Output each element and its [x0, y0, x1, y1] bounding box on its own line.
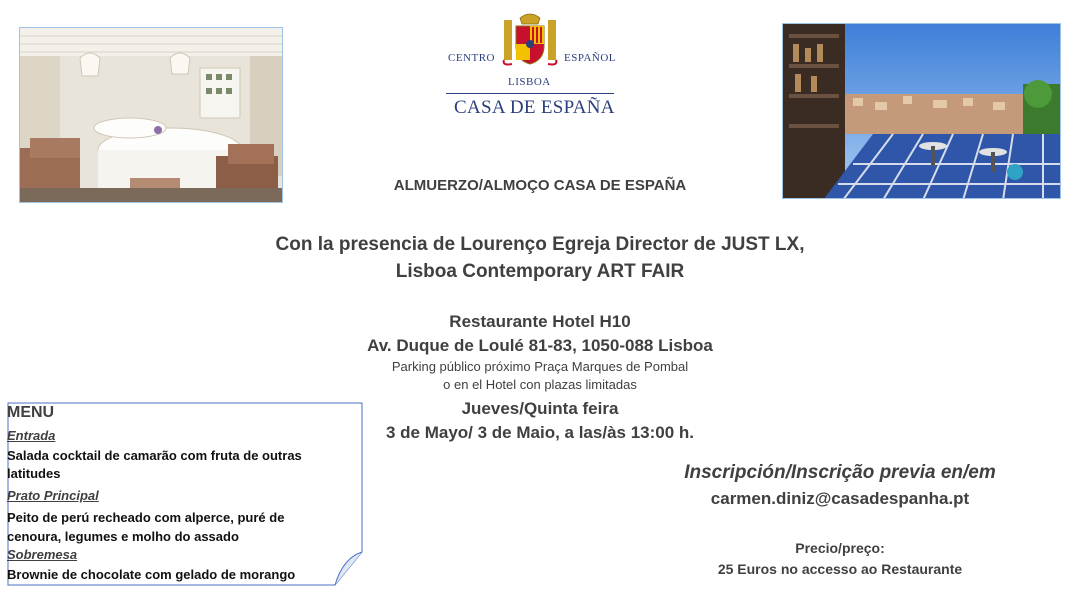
menu-title: MENU [7, 404, 55, 421]
parking-line-2: o en el Hotel con plazas limitadas [443, 377, 637, 392]
registration-label: Inscripción/Inscrição previa en/em [684, 462, 996, 483]
menu-main-label: Prato Principal [7, 488, 99, 503]
menu-starter-label: Entrada [7, 428, 56, 443]
menu-dessert-line-1: Brownie de chocolate com gelado de morango [7, 567, 296, 582]
terrace-view-photo [782, 23, 1061, 199]
presence-line-2: Lisboa Contemporary ART FAIR [395, 261, 685, 282]
casa-de-espana-logo [440, 12, 620, 124]
event-day: Jueves/Quinta feira [461, 399, 619, 418]
logo-centro-text: CENTRO [448, 52, 495, 64]
event-title: ALMUERZO/ALMOÇO CASA DE ESPAÑA [393, 177, 687, 194]
restaurant-name: Restaurante Hotel H10 [449, 312, 631, 331]
menu-main-line-1: Peito de perú recheado com alperce, puré de [7, 510, 285, 525]
restaurant-address: Av. Duque de Loulé 81-83, 1050-088 Lisboa [367, 336, 713, 355]
logo-espanol-text: ESPAÑOL [564, 52, 616, 64]
logo-divider [446, 93, 614, 94]
menu-card [7, 402, 363, 586]
registration-email[interactable]: carmen.diniz@casadespanha.pt [710, 489, 970, 508]
logo-casa-text: CASA DE ESPAÑA [454, 97, 615, 118]
price-value: 25 Euros no accesso ao Restaurante [717, 561, 963, 577]
coat-of-arms-icon [502, 12, 558, 68]
logo-lisboa-text: LISBOA [508, 76, 551, 88]
menu-starter-line-1: Salada cocktail de camarão com fruta de outras [7, 448, 302, 463]
menu-main-line-2: cenoura, legumes e molho do assado [7, 529, 239, 544]
price-label: Precio/preço: [795, 540, 885, 556]
menu-dessert-label: Sobremesa [7, 547, 78, 562]
menu-starter-line-2: latitudes [7, 466, 61, 481]
presence-line-1: Con la presencia de Lourenço Egreja Director de JUST LX, [275, 234, 805, 255]
parking-line-1: Parking público próximo Praça Marques de Pombal [391, 359, 689, 374]
event-date-time: 3 de Mayo/ 3 de Maio, a las/às 13:00 h. [385, 423, 695, 442]
